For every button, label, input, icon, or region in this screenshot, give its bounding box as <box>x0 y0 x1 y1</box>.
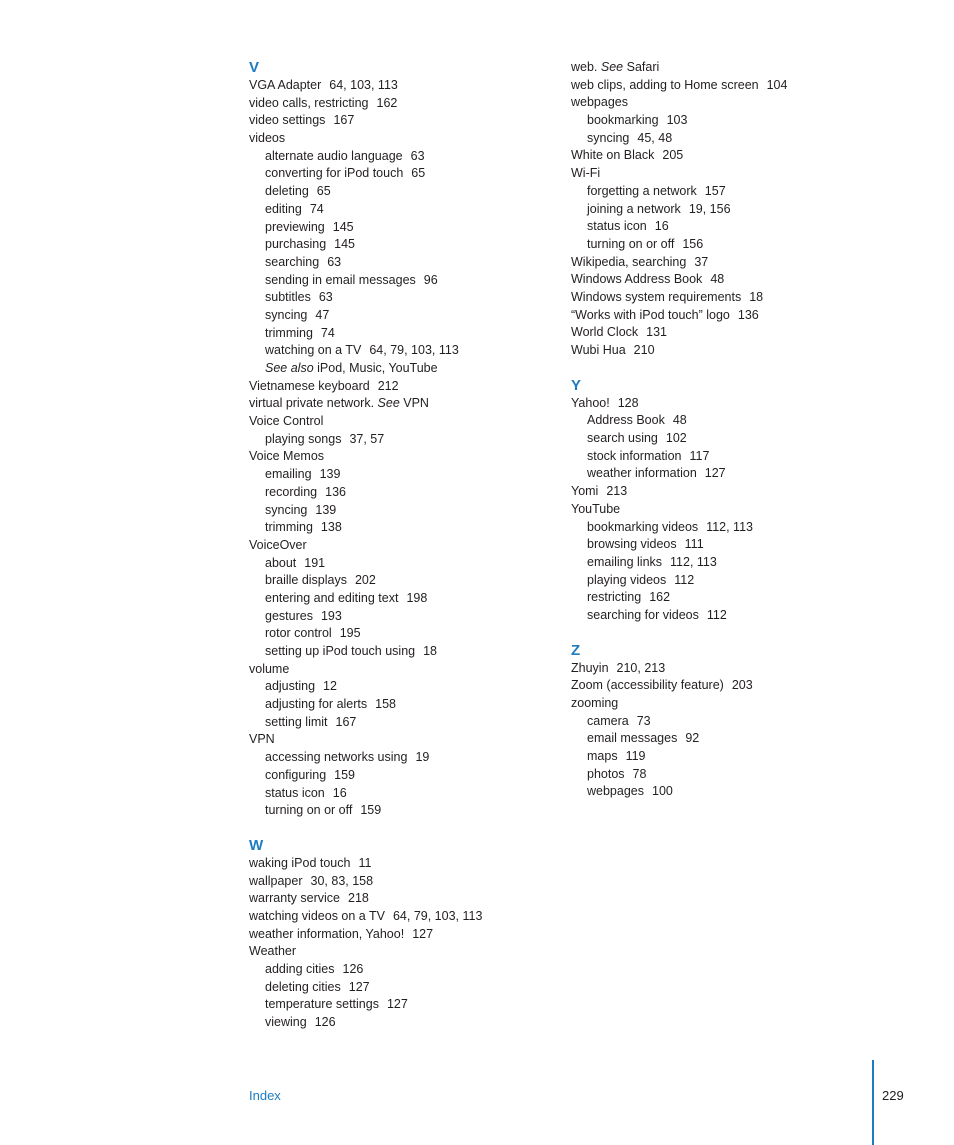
entry-pages: 112, 113 <box>706 519 753 534</box>
entry-term: rotor control <box>265 626 332 641</box>
entry-term: about <box>265 555 297 570</box>
entry-pages: 138 <box>320 520 342 535</box>
entry-term: entering and editing text <box>265 590 399 605</box>
index-entry <box>571 307 891 325</box>
index-entry <box>571 324 891 342</box>
entry-term: adjusting <box>265 679 316 694</box>
entry-pages: 96 <box>423 272 438 287</box>
entry-term: watching videos on a TV <box>249 908 385 923</box>
entry-term: accessing networks using <box>265 750 408 765</box>
index-subentry <box>571 201 891 219</box>
entry-pages: 127 <box>412 926 434 941</box>
index-subentry <box>249 466 549 484</box>
entry-pages: 102 <box>665 431 687 446</box>
index-subentry <box>249 431 549 449</box>
entry-pages: 37, 57 <box>349 431 385 446</box>
index-subentry <box>249 643 549 661</box>
entry-term: VoiceOver <box>249 537 307 552</box>
entry-pages: 111 <box>684 537 704 552</box>
index-subentry <box>249 802 549 820</box>
entry-term: viewing <box>265 1015 307 1030</box>
entry-term: alternate audio language <box>265 148 403 163</box>
index-subentry <box>571 130 891 148</box>
index-entry <box>249 731 549 749</box>
entry-term: Voice Control <box>249 414 324 429</box>
entry-pages: 104 <box>766 77 788 92</box>
index-subentry <box>249 484 549 502</box>
see-target: Safari <box>623 60 660 74</box>
entry-term: setting limit <box>265 714 328 729</box>
entry-pages: 205 <box>662 148 684 163</box>
entry-pages: 156 <box>682 236 704 251</box>
index-subentry <box>249 307 549 325</box>
entry-pages: 157 <box>704 183 726 198</box>
index-subentry <box>249 148 549 166</box>
index-entry <box>571 677 891 695</box>
index-subentry <box>249 165 549 183</box>
entry-term: syncing <box>265 502 308 517</box>
entry-pages: 45, 48 <box>637 130 673 145</box>
entry-pages: 119 <box>625 749 646 764</box>
entry-pages: 16 <box>654 219 669 234</box>
index-subentry <box>571 236 891 254</box>
entry-pages: 202 <box>354 573 376 588</box>
entry-term: Wi-Fi <box>571 166 601 181</box>
entry-term: gestures <box>265 608 313 623</box>
entry-pages: 195 <box>339 626 361 641</box>
entry-term: Windows Address Book <box>571 272 703 287</box>
index-entry <box>249 413 549 431</box>
entry-term: World Clock <box>571 325 639 340</box>
entry-term: braille displays <box>265 573 347 588</box>
entry-term: stock information <box>587 448 682 463</box>
index-entry <box>249 95 549 113</box>
index-subentry <box>571 448 891 466</box>
index-subentry <box>249 996 549 1014</box>
entry-pages: 198 <box>406 590 428 605</box>
index-entry <box>571 501 891 519</box>
see-reference: See also <box>265 361 314 375</box>
entry-term: browsing videos <box>587 537 677 552</box>
entry-pages: 74 <box>309 201 324 216</box>
index-entry <box>249 908 549 926</box>
index-entry <box>571 271 891 289</box>
index-subentry <box>249 979 549 997</box>
index-subentry <box>249 678 549 696</box>
index-entry <box>249 537 549 555</box>
section-letter: Y <box>571 376 582 394</box>
index-subentry <box>571 536 891 554</box>
see-target: VPN <box>399 396 429 411</box>
index-subentry <box>571 783 891 801</box>
index-subentry <box>571 430 891 448</box>
entry-term: purchasing <box>265 237 327 252</box>
footer-divider <box>872 1060 874 1145</box>
index-subentry <box>249 219 549 237</box>
index-entry <box>249 130 549 148</box>
entry-pages: 92 <box>685 731 700 746</box>
entry-term: playing videos <box>587 572 667 587</box>
entry-pages: 64, 103, 113 <box>329 78 398 92</box>
index-subentry <box>571 554 891 572</box>
index-subentry <box>249 272 549 290</box>
index-entry <box>571 254 891 272</box>
index-subentry <box>249 767 549 785</box>
entry-pages: 126 <box>342 962 364 976</box>
entry-term: previewing <box>265 219 325 234</box>
entry-pages: 19 <box>415 750 430 765</box>
index-entry <box>571 395 891 413</box>
entry-term: converting for iPod touch <box>265 166 404 181</box>
index-subentry <box>249 502 549 520</box>
entry-term: trimming <box>265 520 313 535</box>
index-section <box>249 837 549 1032</box>
entry-term: weather information, Yahoo! <box>249 926 405 941</box>
index-subentry <box>571 589 891 607</box>
entry-pages: 18 <box>423 644 438 658</box>
index-subentry <box>249 590 549 608</box>
entry-term: forgetting a network <box>587 183 697 198</box>
entry-term: configuring <box>265 767 327 782</box>
entry-pages: 47 <box>315 307 330 322</box>
entry-pages: 213 <box>606 484 628 499</box>
index-section <box>571 377 891 625</box>
index-entry <box>249 448 549 466</box>
entry-pages: 112, 113 <box>670 554 717 569</box>
entry-term: turning on or off <box>587 236 675 251</box>
entry-term: web clips, adding to Home screen <box>571 77 759 92</box>
index-section <box>249 59 549 820</box>
index-subentry <box>249 360 549 378</box>
entry-term: turning on or off <box>265 803 353 818</box>
index-subentry <box>571 218 891 236</box>
index-subentry <box>571 730 891 748</box>
index-section <box>571 642 891 802</box>
entry-term: bookmarking videos <box>587 519 699 534</box>
entry-term: Wikipedia, searching <box>571 254 687 269</box>
entry-term: searching for videos <box>587 607 699 622</box>
entry-term: wallpaper <box>249 873 303 888</box>
entry-pages: 127 <box>348 979 370 994</box>
entry-pages: 48 <box>672 413 687 428</box>
entry-term: videos <box>249 131 286 146</box>
entry-pages: 30, 83, 158 <box>310 873 374 888</box>
entry-pages: 18 <box>749 289 764 304</box>
index-subentry <box>571 607 891 625</box>
index-subentry <box>571 183 891 201</box>
entry-pages: 11 <box>358 855 372 870</box>
entry-pages: 112 <box>706 607 727 622</box>
index-subentry <box>249 201 549 219</box>
entry-term: searching <box>265 254 320 269</box>
entry-pages: 103 <box>666 113 688 128</box>
entry-pages: 63 <box>327 254 342 269</box>
entry-pages: 131 <box>646 325 668 340</box>
index-entry <box>249 890 549 908</box>
index-entry <box>571 77 891 95</box>
entry-pages: 100 <box>652 784 673 799</box>
entry-term: playing songs <box>265 431 342 446</box>
index-subentry <box>249 1014 549 1032</box>
entry-term: Wubi Hua <box>571 343 626 357</box>
entry-pages: 139 <box>319 467 341 482</box>
entry-term: recording <box>265 484 318 499</box>
index-entry <box>571 147 891 165</box>
entry-pages: 193 <box>320 608 342 623</box>
index-entry <box>249 926 549 944</box>
entry-pages: 64, 79, 103, 113 <box>392 908 483 923</box>
index-subentry <box>249 696 549 714</box>
index-subentry <box>249 749 549 767</box>
entry-term: deleting cities <box>265 979 341 994</box>
entry-term: Voice Memos <box>249 449 325 464</box>
entry-term: adjusting for alerts <box>265 697 368 712</box>
index-entry <box>249 943 549 961</box>
entry-pages: 19, 156 <box>688 201 731 216</box>
index-subentry <box>571 112 891 130</box>
entry-pages: 16 <box>332 785 347 800</box>
index-entry <box>571 59 891 77</box>
index-subentry <box>249 342 549 360</box>
entry-term: syncing <box>587 130 630 145</box>
entry-pages: 158 <box>375 697 396 712</box>
entry-pages: 210, 213 <box>616 660 666 675</box>
index-column-right <box>571 59 891 801</box>
entry-term: Address Book <box>587 413 665 428</box>
entry-term: sending in email messages <box>265 272 416 287</box>
entry-term: status icon <box>265 785 325 800</box>
section-letter: Z <box>571 641 581 659</box>
entry-pages: 162 <box>649 590 671 605</box>
entry-pages: 145 <box>334 237 356 252</box>
entry-term: video calls, restricting <box>249 95 369 110</box>
entry-term: zooming <box>571 696 619 710</box>
entry-term: Yahoo! <box>571 395 610 410</box>
entry-term: Vietnamese keyboard <box>249 378 370 393</box>
entry-term: deleting <box>265 184 309 199</box>
index-entry <box>571 165 891 183</box>
index-entry <box>249 855 549 873</box>
entry-pages: 63 <box>410 148 425 163</box>
entry-pages: 136 <box>325 484 346 499</box>
index-entry <box>571 94 891 112</box>
entry-pages: 136 <box>737 307 759 322</box>
index-subentry <box>249 961 549 979</box>
index-entry <box>571 660 891 678</box>
entry-term: emailing links <box>587 554 663 569</box>
entry-pages: 218 <box>348 891 369 906</box>
index-subentry <box>571 748 891 766</box>
index-entry <box>249 112 549 130</box>
section-letter: V <box>249 59 260 76</box>
index-entry <box>571 483 891 501</box>
entry-pages: 73 <box>636 713 651 728</box>
entry-term: White on Black <box>571 148 655 163</box>
index-subentry <box>249 625 549 643</box>
entry-term: iPod, Music, YouTube <box>313 361 438 375</box>
entry-term: restricting <box>587 590 642 605</box>
entry-pages: 203 <box>731 678 753 693</box>
entry-term: video settings <box>249 113 326 128</box>
entry-pages: 48 <box>710 272 725 287</box>
entry-term: setting up iPod touch using <box>265 644 416 658</box>
entry-term: search using <box>587 431 658 446</box>
entry-pages: 162 <box>376 95 398 110</box>
index-subentry <box>249 236 549 254</box>
entry-pages: 139 <box>315 502 337 517</box>
index-subentry <box>571 713 891 731</box>
index-subentry <box>249 555 549 573</box>
entry-pages: 191 <box>304 555 326 570</box>
entry-pages: 159 <box>334 767 356 782</box>
index-subentry <box>249 289 549 307</box>
entry-term: VGA Adapter <box>249 78 322 92</box>
entry-term: status icon <box>587 219 647 234</box>
footer-section-label: Index <box>249 1088 281 1103</box>
section-letter: W <box>249 836 264 854</box>
entry-pages: 64, 79, 103, 113 <box>369 343 459 358</box>
index-subentry <box>249 714 549 732</box>
index-subentry <box>249 785 549 803</box>
see-reference: See <box>600 60 624 74</box>
entry-term: email messages <box>587 731 678 746</box>
index-entry <box>249 77 549 95</box>
index-entry <box>249 873 549 891</box>
entry-pages: 78 <box>632 766 647 781</box>
index-entry <box>249 378 549 396</box>
entry-term: waking iPod touch <box>249 855 351 870</box>
entry-term: camera <box>587 713 629 728</box>
entry-pages: 65 <box>316 184 331 199</box>
entry-term: web. <box>571 60 601 74</box>
index-section <box>571 59 891 360</box>
entry-term: temperature settings <box>265 997 379 1012</box>
entry-term: webpages <box>571 95 628 110</box>
entry-pages: 63 <box>318 290 333 305</box>
index-subentry <box>249 519 549 537</box>
see-reference: See <box>377 396 400 411</box>
entry-pages: 74 <box>320 325 335 340</box>
entry-term: virtual private network. <box>249 396 378 411</box>
index-entry <box>571 289 891 307</box>
index-subentry <box>249 325 549 343</box>
entry-pages: 112 <box>674 572 695 587</box>
entry-pages: 159 <box>360 803 382 818</box>
index-subentry <box>249 254 549 272</box>
entry-term: Weather <box>249 944 297 959</box>
index-subentry <box>571 519 891 537</box>
entry-term: bookmarking <box>587 113 659 128</box>
entry-pages: 212 <box>377 378 399 393</box>
entry-term: Zhuyin <box>571 660 609 675</box>
index-subentry <box>571 465 891 483</box>
entry-term: maps <box>587 749 618 764</box>
entry-pages: 128 <box>617 395 639 410</box>
index-entry <box>571 342 891 360</box>
index-entry <box>249 661 549 679</box>
entry-pages: 127 <box>704 466 726 481</box>
entry-term: syncing <box>265 307 308 322</box>
index-column-left <box>249 59 549 1032</box>
entry-term: watching on a TV <box>265 343 362 358</box>
entry-term: Yomi <box>571 484 599 499</box>
entry-pages: 65 <box>411 166 426 181</box>
index-subentry <box>249 608 549 626</box>
entry-pages: 127 <box>386 997 408 1012</box>
index-entry <box>571 695 891 713</box>
index-subentry <box>571 766 891 784</box>
page-number: 229 <box>882 1088 904 1103</box>
entry-term: adding cities <box>265 962 335 976</box>
entry-pages: 145 <box>332 219 354 234</box>
entry-term: volume <box>249 661 290 676</box>
entry-pages: 117 <box>689 448 710 463</box>
entry-pages: 37 <box>694 254 709 269</box>
entry-term: Zoom (accessibility feature) <box>571 678 724 693</box>
entry-pages: 126 <box>314 1015 336 1030</box>
entry-term: webpages <box>587 784 644 799</box>
entry-term: warranty service <box>249 891 340 906</box>
entry-pages: 167 <box>333 113 355 128</box>
entry-term: photos <box>587 766 625 781</box>
entry-term: “Works with iPod touch” logo <box>571 307 730 322</box>
entry-pages: 210 <box>633 343 655 357</box>
entry-term: YouTube <box>571 501 621 516</box>
entry-term: VPN <box>249 732 275 747</box>
index-subentry <box>249 183 549 201</box>
entry-term: Windows system requirements <box>571 289 742 304</box>
index-subentry <box>571 572 891 590</box>
entry-term: joining a network <box>587 201 681 216</box>
entry-term: trimming <box>265 325 313 340</box>
entry-pages: 12 <box>323 679 337 694</box>
index-subentry <box>249 572 549 590</box>
index-entry <box>249 395 549 413</box>
entry-term: weather information <box>587 466 697 481</box>
entry-term: emailing <box>265 467 312 482</box>
entry-term: subtitles <box>265 290 311 305</box>
entry-pages: 167 <box>335 714 357 729</box>
index-subentry <box>571 412 891 430</box>
entry-term: editing <box>265 201 302 216</box>
